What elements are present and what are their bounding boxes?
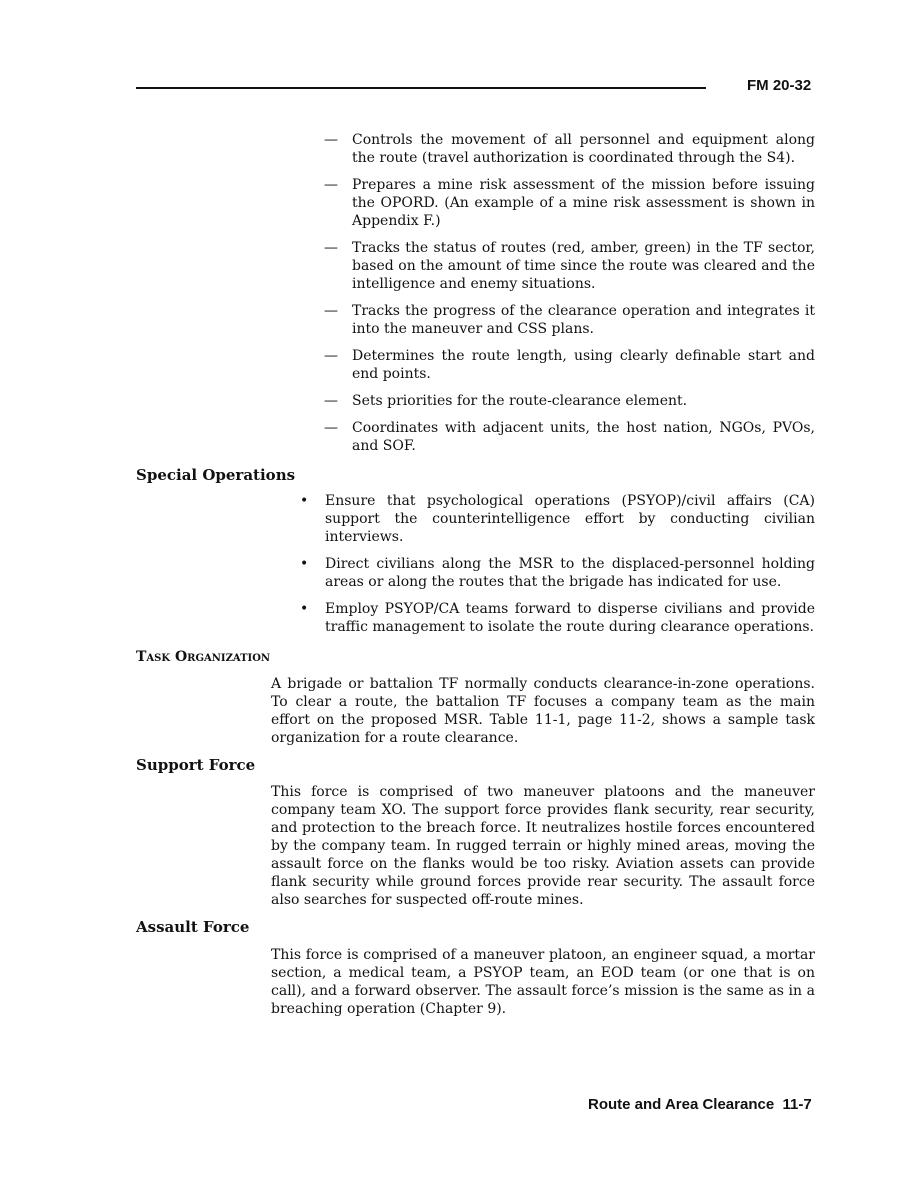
list-item xyxy=(324,176,815,230)
list-item xyxy=(324,302,815,338)
document-id: FM 20-32 xyxy=(747,77,812,94)
bullet-marker: • xyxy=(300,601,309,617)
list-item-text: Coordinates with adjacent units, the host nation, NGOs, PVOs, and SOF. xyxy=(352,420,815,454)
list-item-text: Tracks the status of routes (red, amber, green) in the TF sector, based on the amount of time since the route was cleared and the intelligence and enemy situations. xyxy=(352,240,815,292)
list-item-text: Prepares a mine risk assessment of the mission before issuing the OPORD. (An example of a mine risk assessment is shown in Appendix F.) xyxy=(352,177,815,229)
list-item xyxy=(324,392,815,410)
list-item xyxy=(324,419,815,455)
dash-marker: — xyxy=(324,240,338,256)
list-item-text: Employ PSYOP/CA teams forward to disperse civilians and provide traffic management to isolate the route during clearance operations. xyxy=(325,601,815,635)
list-item xyxy=(296,555,815,591)
assault-force-heading: Assault Force xyxy=(136,918,250,936)
list-item xyxy=(324,347,815,383)
bullet-marker: • xyxy=(300,493,309,509)
list-item-text: Determines the route length, using clearly definable start and end points. xyxy=(352,348,815,382)
responsibilities-list xyxy=(324,131,815,464)
list-item xyxy=(296,492,815,546)
list-item xyxy=(324,131,815,167)
list-item-text: Tracks the progress of the clearance operation and integrates it into the maneuver and CSS plans. xyxy=(352,303,815,337)
dash-marker: — xyxy=(324,348,338,364)
list-item xyxy=(296,600,815,636)
list-item-text: Controls the movement of all personnel and equipment along the route (travel authorization is coordinated through the S4). xyxy=(352,132,815,166)
task-organization-paragraph: A brigade or battalion TF normally conducts clearance-in-zone operations. To clear a route, the battalion TF focuses a company team as the main effort on the proposed MSR. Table 11-1, page 11-2, shows a sample task organization for a route clearance. xyxy=(271,676,815,746)
dash-marker: — xyxy=(324,177,338,193)
special-operations-list xyxy=(296,492,815,645)
page-footer: Route and Area Clearance 11-7 xyxy=(588,1096,812,1113)
bullet-marker: • xyxy=(300,556,309,572)
task-organization-heading: Task Organization xyxy=(136,649,271,665)
list-item-text: Sets priorities for the route-clearance element. xyxy=(352,393,688,409)
special-operations-heading: Special Operations xyxy=(136,466,296,484)
dash-marker: — xyxy=(324,132,338,148)
assault-force-paragraph: This force is comprised of a maneuver platoon, an engineer squad, a mortar section, a medical team, a PSYOP team, an EOD team (or one that is on call), and a forward observer. The assault force’s mission is the same as in a breaching operation (Chapter 9). xyxy=(271,947,815,1017)
support-force-paragraph: This force is comprised of two maneuver platoons and the maneuver company team XO. The support force provides flank security, rear security, and protection to the breach force. It neutralizes hostile forces encountered by the company team. In rugged terrain or highly mined areas, moving the assault force on the flanks would be too risky. Aviation assets can provide flank security while ground forces provide rear security. The assault force also searches for suspected off-route mines. xyxy=(271,784,815,908)
dash-marker: — xyxy=(324,303,338,319)
list-item xyxy=(324,239,815,293)
header-rule xyxy=(136,87,706,89)
list-item-text: Ensure that psychological operations (PSYOP)/civil affairs (CA) support the counterintelligence effort by conducting civilian interviews. xyxy=(325,493,815,545)
dash-marker: — xyxy=(324,393,338,409)
dash-marker: — xyxy=(324,420,338,436)
support-force-heading: Support Force xyxy=(136,756,256,774)
list-item-text: Direct civilians along the MSR to the displaced-personnel holding areas or along the routes that the brigade has indicated for use. xyxy=(325,556,815,590)
